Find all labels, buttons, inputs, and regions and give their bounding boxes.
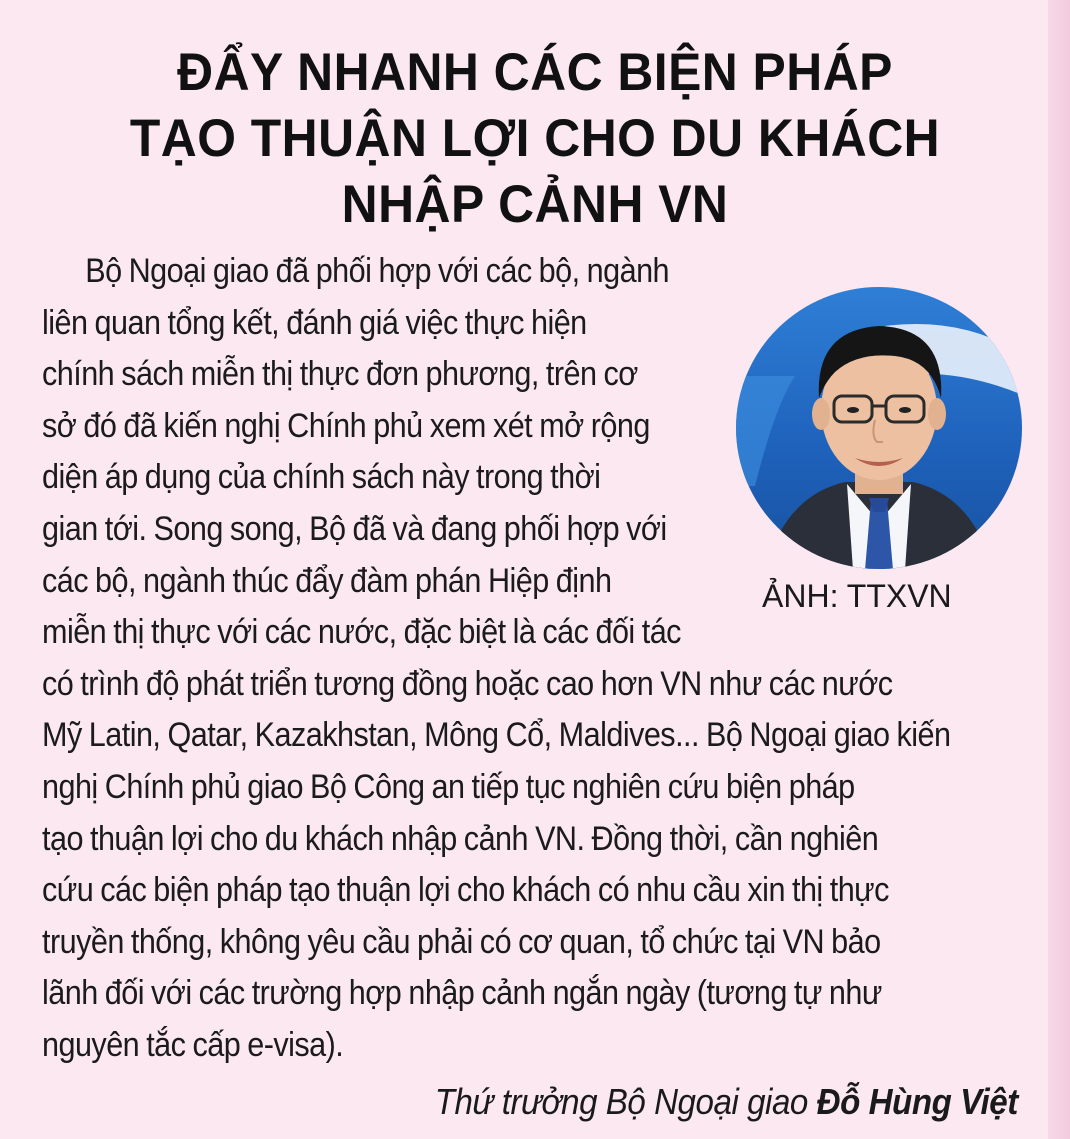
body-line: diện áp dụng của chính sách này trong thời xyxy=(42,458,601,497)
signature xyxy=(435,1078,1018,1126)
body-line: có trình độ phát triển tương đồng hoặc cao hơn VN như các nước xyxy=(42,664,893,703)
body-line: truyền thống, không yêu cầu phải có cơ quan, tổ chức tại VN bảo xyxy=(42,922,881,961)
body-line: lãnh đối với các trường hợp nhập cảnh ngắn ngày (tương tự như xyxy=(42,974,882,1013)
title-line: TẠO THUẬN LỢI CHO DU KHÁCH xyxy=(129,109,941,168)
signature-role: Thứ trưởng Bộ Ngoại giao xyxy=(434,1081,809,1122)
signature-name: Đỗ Hùng Việt xyxy=(816,1081,1018,1122)
body-line: các bộ, ngành thúc đẩy đàm phán Hiệp định xyxy=(42,561,612,600)
body-line: Mỹ Latin, Qatar, Kazakhstan, Mông Cổ, Maldives... Bộ Ngoại giao kiến xyxy=(42,716,951,755)
body-line: Bộ Ngoại giao đã phối hợp với các bộ, ngành xyxy=(85,252,670,290)
body-line: nghị Chính phủ giao Bộ Công an tiếp tục nghiên cứu biện pháp xyxy=(42,767,855,806)
page-edge-strip xyxy=(1048,0,1070,1139)
body-line: liên quan tổng kết, đánh giá việc thực hiện xyxy=(42,303,587,342)
article-title xyxy=(89,40,982,238)
photo-credit: ẢNH: TTXVN xyxy=(762,578,952,614)
body-line: tạo thuận lợi cho du khách nhập cảnh VN. Đồng thời, cần nghiên xyxy=(42,819,879,858)
body-line: chính sách miễn thị thực đơn phương, trên cơ xyxy=(42,355,638,394)
title-line: NHẬP CẢNH VN xyxy=(341,175,729,234)
body-line: sở đó đã kiến nghị Chính phủ xem xét mở rộng xyxy=(42,406,650,445)
body-line: nguyên tắc cấp e-visa). xyxy=(42,1025,344,1064)
body-line: cứu các biện pháp tạo thuận lợi cho khách có nhu cầu xin thị thực xyxy=(42,871,889,910)
article-body xyxy=(42,246,1022,1072)
body-line: miễn thị thực với các nước, đặc biệt là các đối tác xyxy=(42,613,681,652)
body-line: gian tới. Song song, Bộ đã và đang phối hợp với xyxy=(42,509,667,548)
title-line: ĐẨY NHANH CÁC BIỆN PHÁP xyxy=(177,43,893,102)
